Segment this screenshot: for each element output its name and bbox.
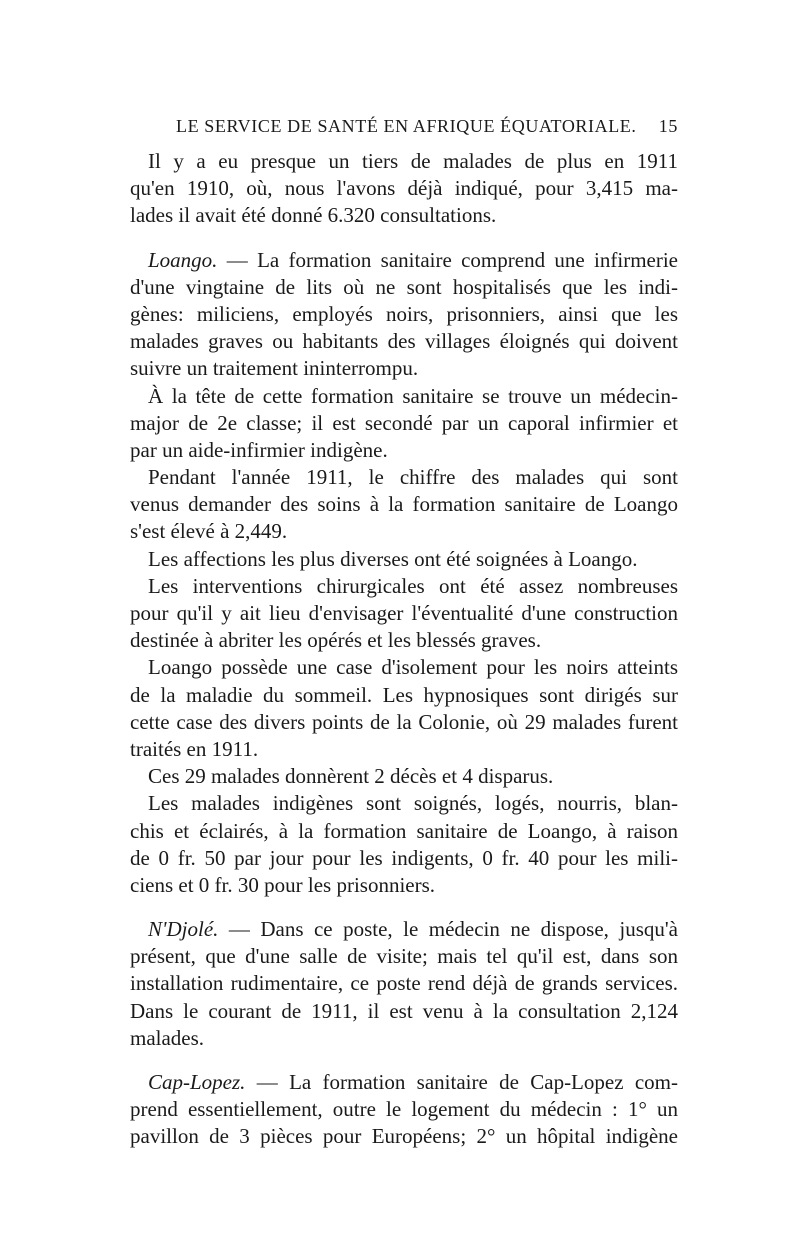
text-line: suivre un traitement ininterrompu. [130,356,419,381]
text-line: qu'en 1910, où, nous l'avons déjà indiqué, pour 3,415 ma- [130,176,678,201]
text-line: de 0 fr. 50 par jour pour les indigents, 0 fr. 40 pour les mili- [130,845,678,870]
text-line [130,916,678,943]
text-line [130,247,678,274]
body-text [130,148,678,1151]
text-line: malades. [130,1025,205,1050]
text-line [130,1069,678,1096]
place-heading: Cap-Lopez. [148,1070,246,1094]
text-line: gènes: miliciens, employés noirs, prisonniers, ainsi que les [130,301,678,326]
text-line: Il y a eu presque un tiers de malades de plus en 1911 [148,149,678,173]
text-line: major de 2e classe; il est secondé par un caporal infirmier et [130,410,678,435]
text-line: chis et éclairés, à la formation sanitaire de Loango, à raison [130,818,678,843]
paragraph [130,763,678,790]
paragraph [130,148,678,230]
paragraph-loango [130,247,678,383]
text-line: pavillon de 3 pièces pour Européens; 2° un hôpital indigène [130,1124,678,1149]
text-line: lades il avait été donné 6.320 consultations. [130,203,497,228]
text-line: venus demander des soins à la formation sanitaire de Loango [130,492,678,517]
text-line: Les interventions chirurgicales ont été assez nombreuses [148,573,678,598]
paragraph-cap-lopez [130,1069,678,1151]
running-head [130,116,678,142]
paragraph-ndjole [130,916,678,1052]
paragraph [130,383,678,465]
paragraph [130,546,678,573]
text-line: À la tête de cette formation sanitaire se trouve un médecin- [148,383,678,408]
text-line: malades graves ou habitants des villages éloignés qui doivent [130,329,678,354]
text-line: ciens et 0 fr. 30 pour les prisonniers. [130,872,436,897]
paragraph [130,573,678,655]
text-line: Pendant l'année 1911, le chiffre des malades qui sont [148,465,678,490]
text-line: prend essentiellement, outre le logement du médecin : 1° un [130,1097,678,1122]
running-title: LE SERVICE DE SANTÉ EN AFRIQUE ÉQUATORIALE. [176,116,637,136]
text-line: Loango possède une case d'isolement pour les noirs atteints [148,655,678,680]
text-line: s'est élevé à 2,449. [130,519,288,544]
text-fragment: — Dans ce poste, le médecin ne dispose, jusqu'à [218,917,678,942]
text-line: présent, que d'une salle de visite; mais tel qu'il est, dans son [130,944,678,969]
paragraph [130,790,678,899]
text-line: traités en 1911. [130,736,259,761]
text-fragment: — La formation sanitaire comprend une infirmerie [217,247,678,272]
page-number: 15 [658,116,678,136]
text-line: par un aide-infirmier indigène. [130,437,388,462]
text-line: d'une vingtaine de lits où ne sont hospitalisés que les indi- [130,274,678,299]
text-line: Les affections les plus diverses ont été soignées à Loango. [148,546,638,571]
paragraph [130,464,678,546]
text-line: cette case des divers points de la Colonie, où 29 malades furent [130,709,678,734]
text-line: de la maladie du sommeil. Les hypnosiques sont dirigés sur [130,682,678,707]
text-line: pour qu'il y ait lieu d'envisager l'éventualité d'une construction [130,601,678,625]
text-line: Ces 29 malades donnèrent 2 décès et 4 disparus. [148,764,554,789]
place-heading: Loango. [148,247,218,272]
text-line: Les malades indigènes sont soignés, logés, nourris, blan- [148,791,678,816]
place-heading: N'Djolé. [148,917,219,942]
text-line: installation rudimentaire, ce poste rend déjà de grands services. [130,971,678,996]
text-line: destinée à abriter les opérés et les blessés graves. [130,628,542,653]
text-line: Dans le courant de 1911, il est venu à la consultation 2,124 [130,998,678,1023]
text-fragment: — La formation sanitaire de Cap-Lopez com- [245,1070,678,1094]
paragraph [130,654,678,763]
